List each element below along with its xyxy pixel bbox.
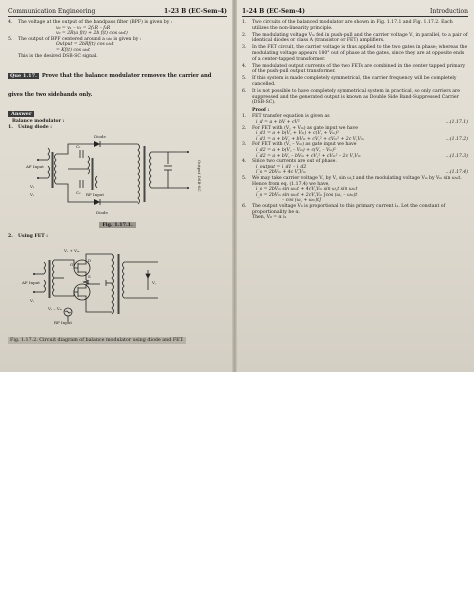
proof-step: 1. FET transfer equation is given as bbox=[242, 114, 330, 120]
label-vs: Vₛ bbox=[30, 192, 35, 198]
figure-2-caption: Fig. 1.17.2. Circuit diagram of balance modulator using diode and FET. bbox=[10, 337, 184, 343]
proof-equation: i_s = 2bVₘ sin ωₘt + 4cV꜀Vₘ sin ω꜀t sin ωₘt bbox=[256, 187, 358, 193]
proof-equation: i_s = 2bVₘ sin ωₘt + 2cV꜀Vₘ [cos (ω꜀ – ωₘ)t bbox=[256, 192, 358, 198]
proof-equation: – cos (ω꜀ + ωₘ)t] bbox=[282, 198, 321, 204]
proof-equation: i_d1 = a + bV꜀ + bVₘ + cV꜀² + cVₘ² + 2c V꜀Vₘ ...(1.17.2) bbox=[256, 136, 468, 142]
question-block bbox=[8, 62, 227, 100]
left-header-page: 1-23 B (EC-Sem-4) bbox=[164, 8, 227, 15]
right-page-header bbox=[242, 8, 468, 17]
figure-1-caption: Fig. 1.17.1. bbox=[99, 222, 135, 228]
proof-step: 2. For FET with (V꜀ + Vₘ) as gate input we have bbox=[242, 125, 358, 131]
explanation-item: 6. It is not possible to have completely symmetrical system in practical, so only carriers are suppressed and the generated output is known as Double Side Band-Suppressed Carrier (DSB-SC). bbox=[242, 89, 460, 106]
left-page bbox=[0, 0, 233, 372]
label-rf-input: RF Input bbox=[86, 192, 104, 198]
equation: v₀ = v₁ – v₂ = 2f₁R – f₂R bbox=[56, 25, 111, 31]
label-diode-top: Diode bbox=[94, 134, 106, 140]
proof-step: 5. We may take carrier voltage V꜀ by V꜀ sin ω꜀t and the modulating voltage Vₘ by Vₘ sin ωₘt. bbox=[242, 175, 462, 181]
label-v1: V₁ bbox=[30, 184, 35, 190]
label-gate-top-voltage: Vₛ + Vₘ bbox=[64, 247, 80, 253]
step-5-text: The output of BPF centered around a ω₀ is given by : bbox=[18, 36, 142, 42]
input-transformer-primary bbox=[48, 148, 50, 178]
label-diode-bottom: Diode bbox=[96, 210, 108, 216]
left-page-header bbox=[8, 8, 227, 17]
explanation-item: 5. If this system is made completely symmetrical, the carrier frequency will be completely cancelled. bbox=[242, 76, 457, 87]
explanation-list bbox=[242, 20, 468, 106]
label-rf-input: RF Input bbox=[54, 319, 72, 325]
proof-equation: i_d2 = a + b(V꜀ – Vₘ) + c(V꜀ – Vₘ)² bbox=[256, 147, 336, 153]
label-af-input: AF Input bbox=[22, 279, 40, 285]
proof-text: Hence from eq. (1.17.4) we have, bbox=[252, 181, 330, 187]
diode-symbol bbox=[94, 199, 100, 205]
diode-heading: 1. Using diode : bbox=[8, 124, 52, 130]
label-output: Output DSB-SC bbox=[197, 160, 202, 192]
label-af-input: AF Input bbox=[26, 164, 44, 170]
proof-equation: i_d2 = a + bV꜀ – bVₘ + cV꜀² + cVₘ² – 2c V꜀Vₘ ...(1.17.3) bbox=[256, 153, 468, 159]
proof-equation: i_output = i_d1 – i_d2 bbox=[256, 164, 307, 170]
label-c1: C₁ bbox=[76, 144, 81, 150]
proof-equation: i_s = 2bVₘ + 4c V꜀Vₘ ...(1.17.4) bbox=[256, 170, 468, 176]
answer-label: Answer bbox=[8, 111, 34, 117]
right-header-page: 1-24 B (EC-Sem-4) bbox=[242, 8, 305, 15]
proof-label: Proof : bbox=[252, 107, 270, 113]
proof-equation: i_d1 = a + b(V꜀ + Vₘ) + c(V꜀ + Vₘ)² bbox=[256, 131, 339, 137]
explanation-item: 3. In the FET circuit, the carrier voltage is thus applied to the two gates in phase; whereas the modulating voltage appears 180° out of phase at the gates, since they are at opposite ends of a center-tapped transformer. bbox=[242, 45, 468, 62]
balance-modulator-heading: Balance modulator : bbox=[12, 119, 65, 125]
step-5: 5. The output of BPF centered around a ω₀ is given by : bbox=[8, 36, 142, 42]
label-c2: C₂ bbox=[76, 190, 81, 196]
explanation-item: 2. The modulating voltage Vₘ fed in push-pull and the carrier voltage V꜀ in parallel, to a pair of identical diodes or class A (transistor or FET) amplifiers. bbox=[242, 32, 468, 44]
question-text: Prove that the balance modulator removes the carrier and gives the two sidebands only. bbox=[8, 73, 212, 99]
explanation-item: 1. Two circuits of the balanced modulator are shown in Fig. 1.17.1 and Fig. 1.17.2. Each utilizes the non-linearity principle. bbox=[242, 20, 453, 31]
right-header-title: Introduction bbox=[430, 8, 468, 15]
proof-step: 4. Since two currents are out of phase. bbox=[242, 159, 337, 165]
label-drain: D bbox=[88, 257, 92, 263]
label-source: S bbox=[88, 273, 91, 279]
step-4-text: The voltage at the output of the bandpass filter (BPF) is given by : bbox=[18, 20, 173, 25]
proof-step: 3. For FET with (V꜀ – Vₘ) as gate input we have bbox=[242, 142, 357, 148]
explanation-item: 4. The modulated output currents of the two FETs are combined in the center tapped primary of the push-pull output transformer. bbox=[242, 63, 466, 75]
proof-steps bbox=[242, 114, 468, 220]
diode-symbol bbox=[94, 141, 100, 147]
proof-step: 6. The output voltage V₀ is proportional to this primary current i₁. Let the constant of proportionality be α. bbox=[242, 203, 446, 215]
question-label: Que 1.17. bbox=[10, 73, 37, 80]
step-4: 4. The voltage at the output of the bandpass filter (BPF) is given by : bbox=[8, 20, 173, 25]
right-page bbox=[236, 0, 474, 372]
diode-modulator-diagram bbox=[8, 130, 226, 222]
equation: v₀ = 2R(a f(t) + 2b f(t) cos ω₀t) bbox=[56, 31, 128, 37]
label-gate-bottom-voltage: Vₛ – Vₘ bbox=[48, 305, 63, 311]
left-header-title: Communication Engineering bbox=[8, 8, 96, 15]
label-vc: V꜀ bbox=[152, 279, 157, 285]
equation: = Kf(t) cos ω₀t bbox=[56, 47, 90, 53]
label-gate: G bbox=[70, 261, 74, 267]
proof-text: Then, V₀ = α i₁ bbox=[252, 215, 287, 221]
fet-heading: 2. Using FET : bbox=[8, 234, 48, 240]
proof-equation: i_d = a + bV + cV² ...(1.17.1) bbox=[256, 120, 468, 125]
fet-modulator-diagram bbox=[8, 240, 226, 326]
label-vs: Vₛ bbox=[30, 297, 35, 303]
equation: Output = 2bRf(t) cos ω₀t bbox=[56, 42, 114, 48]
dsb-sc-note: This is the desired DSB-SC signal. bbox=[18, 53, 98, 59]
